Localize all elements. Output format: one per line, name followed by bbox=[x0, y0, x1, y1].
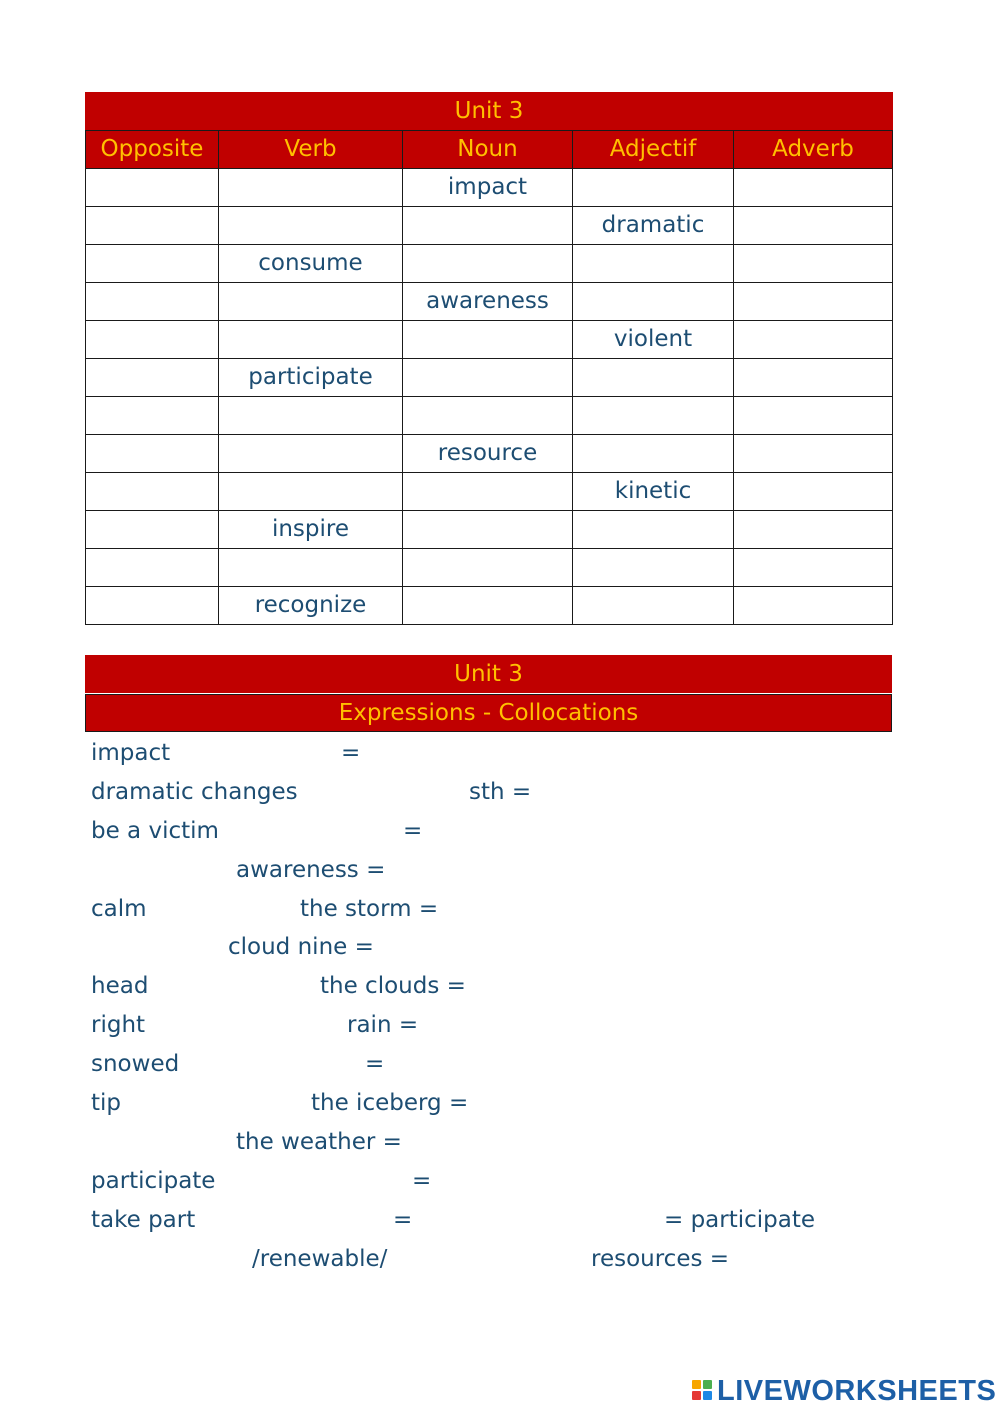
expression-text: be a victim bbox=[91, 818, 219, 844]
expression-text: head bbox=[91, 973, 149, 999]
table-cell-adverb[interactable] bbox=[734, 283, 893, 321]
table-cell-opposite[interactable] bbox=[86, 207, 219, 245]
expression-text: resources = bbox=[591, 1246, 730, 1272]
table-row bbox=[86, 473, 893, 511]
table-cell-verb: consume bbox=[219, 245, 403, 283]
table-cell-noun[interactable] bbox=[403, 397, 573, 435]
table-cell-opposite[interactable] bbox=[86, 359, 219, 397]
table-cell-verb: participate bbox=[219, 359, 403, 397]
expression-text: dramatic changes bbox=[91, 779, 298, 805]
expression-text: rain = bbox=[347, 1012, 419, 1038]
header-adverb: Adverb bbox=[734, 131, 893, 169]
table-cell-opposite[interactable] bbox=[86, 511, 219, 549]
table-cell-adverb[interactable] bbox=[734, 511, 893, 549]
table-cell-adverb[interactable] bbox=[734, 397, 893, 435]
table-cell-adjectif[interactable] bbox=[573, 587, 734, 625]
table-cell-verb: inspire bbox=[219, 511, 403, 549]
table-cell-adverb[interactable] bbox=[734, 473, 893, 511]
table-cell-adjectif[interactable] bbox=[573, 245, 734, 283]
table-cell-adjectif[interactable] bbox=[573, 435, 734, 473]
table-cell-adjectif: dramatic bbox=[573, 207, 734, 245]
table-row bbox=[86, 245, 893, 283]
table-cell-opposite[interactable] bbox=[86, 169, 219, 207]
expressions-unit-title: Unit 3 bbox=[85, 655, 892, 693]
table-cell-noun[interactable] bbox=[403, 587, 573, 625]
table-row bbox=[86, 359, 893, 397]
expression-text: tip bbox=[91, 1090, 122, 1116]
table-cell-verb: recognize bbox=[219, 587, 403, 625]
table-cell-opposite[interactable] bbox=[86, 549, 219, 587]
expression-text: = bbox=[403, 818, 423, 844]
header-adjectif: Adjectif bbox=[573, 131, 734, 169]
table-title-row bbox=[86, 93, 893, 131]
table-cell-adjectif: kinetic bbox=[573, 473, 734, 511]
table-cell-adjectif[interactable] bbox=[573, 511, 734, 549]
liveworksheets-logo[interactable] bbox=[692, 1376, 996, 1406]
table-cell-adjectif[interactable] bbox=[573, 549, 734, 587]
header-opposite: Opposite bbox=[86, 131, 219, 169]
table-cell-opposite[interactable] bbox=[86, 321, 219, 359]
table-row bbox=[86, 435, 893, 473]
expression-text: = bbox=[412, 1168, 432, 1194]
liveworksheets-logo-icon bbox=[692, 1380, 714, 1402]
expression-text: the weather = bbox=[236, 1129, 402, 1155]
table-cell-noun[interactable] bbox=[403, 359, 573, 397]
table-cell-opposite[interactable] bbox=[86, 435, 219, 473]
table-cell-verb[interactable] bbox=[219, 473, 403, 511]
table-cell-adverb[interactable] bbox=[734, 359, 893, 397]
expression-text: the storm = bbox=[300, 896, 439, 922]
expression-text: sth = bbox=[469, 779, 532, 805]
table-cell-opposite[interactable] bbox=[86, 397, 219, 435]
expression-text: = bbox=[341, 740, 361, 766]
table-cell-verb[interactable] bbox=[219, 397, 403, 435]
expression-text: awareness = bbox=[236, 857, 386, 883]
expression-text: cloud nine = bbox=[228, 934, 374, 960]
table-cell-adverb[interactable] bbox=[734, 207, 893, 245]
table-row bbox=[86, 511, 893, 549]
expression-text: = bbox=[393, 1207, 413, 1233]
table-row bbox=[86, 587, 893, 625]
table-row bbox=[86, 321, 893, 359]
table-cell-noun[interactable] bbox=[403, 245, 573, 283]
table-cell-opposite[interactable] bbox=[86, 245, 219, 283]
table-header-row bbox=[86, 131, 893, 169]
table-cell-adjectif[interactable] bbox=[573, 283, 734, 321]
table-cell-adverb[interactable] bbox=[734, 549, 893, 587]
table-cell-opposite[interactable] bbox=[86, 473, 219, 511]
table-cell-verb[interactable] bbox=[219, 169, 403, 207]
table-cell-adverb[interactable] bbox=[734, 587, 893, 625]
table-cell-noun[interactable] bbox=[403, 207, 573, 245]
table-cell-noun: impact bbox=[403, 169, 573, 207]
table-cell-noun[interactable] bbox=[403, 321, 573, 359]
table-cell-verb[interactable] bbox=[219, 435, 403, 473]
table-cell-adverb[interactable] bbox=[734, 435, 893, 473]
table-cell-noun: awareness bbox=[403, 283, 573, 321]
expression-text: impact bbox=[91, 740, 171, 766]
expression-text: = participate bbox=[664, 1207, 816, 1233]
table-cell-opposite[interactable] bbox=[86, 283, 219, 321]
expression-text: /renewable/ bbox=[252, 1246, 388, 1272]
table-cell-verb[interactable] bbox=[219, 549, 403, 587]
expression-text: right bbox=[91, 1012, 146, 1038]
table-cell-verb[interactable] bbox=[219, 283, 403, 321]
logo-text: LIVEWORKSHEETS bbox=[717, 1374, 997, 1407]
table-row bbox=[86, 283, 893, 321]
expressions-subtitle: Expressions - Collocations bbox=[85, 694, 892, 732]
table-cell-adjectif[interactable] bbox=[573, 359, 734, 397]
table-cell-noun[interactable] bbox=[403, 549, 573, 587]
expression-text: participate bbox=[91, 1168, 216, 1194]
table-cell-noun: resource bbox=[403, 435, 573, 473]
table-row bbox=[86, 397, 893, 435]
expression-text: = bbox=[365, 1051, 385, 1077]
expression-text: the clouds = bbox=[320, 973, 466, 999]
expression-text: the iceberg = bbox=[311, 1090, 469, 1116]
table-cell-adverb[interactable] bbox=[734, 321, 893, 359]
expression-text: take part bbox=[91, 1207, 196, 1233]
table-row bbox=[86, 207, 893, 245]
table-row bbox=[86, 549, 893, 587]
table-cell-verb[interactable] bbox=[219, 207, 403, 245]
table-cell-verb[interactable] bbox=[219, 321, 403, 359]
table-cell-adjectif[interactable] bbox=[573, 397, 734, 435]
word-forms-table bbox=[85, 92, 893, 625]
header-verb: Verb bbox=[219, 131, 403, 169]
table-cell-noun[interactable] bbox=[403, 511, 573, 549]
table-cell-adjectif: violent bbox=[573, 321, 734, 359]
table-cell-adverb[interactable] bbox=[734, 169, 893, 207]
table-cell-noun[interactable] bbox=[403, 473, 573, 511]
table-cell-opposite[interactable] bbox=[86, 587, 219, 625]
table-title: Unit 3 bbox=[86, 93, 893, 131]
header-noun: Noun bbox=[403, 131, 573, 169]
expression-text: calm bbox=[91, 896, 147, 922]
table-cell-adverb[interactable] bbox=[734, 245, 893, 283]
table-row bbox=[86, 169, 893, 207]
table-cell-adjectif[interactable] bbox=[573, 169, 734, 207]
expression-text: snowed bbox=[91, 1051, 180, 1077]
